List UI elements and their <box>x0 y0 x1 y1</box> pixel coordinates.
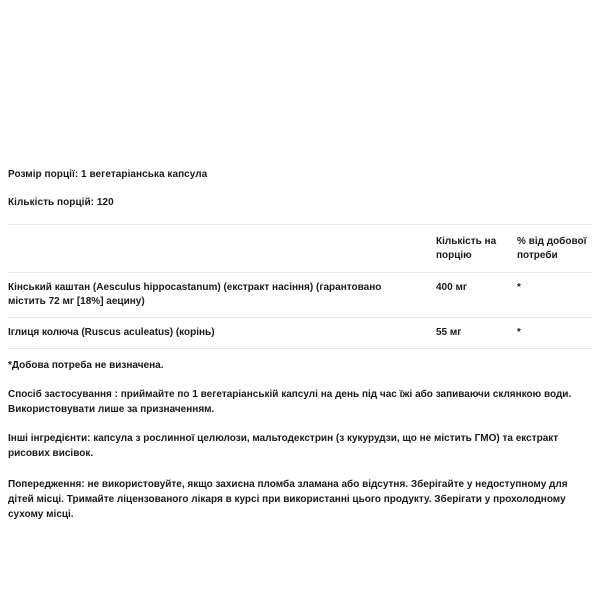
ingredient-daily-value: * <box>503 273 592 318</box>
ingredient-name: Кінський каштан (Aesculus hippocastanum) (екстракт насіння) (гарантовано містить 72 мг [18%] аецину) <box>8 273 422 318</box>
warning-paragraph: Попередження: не використовуйте, якщо захисна пломба зламана або відсутня. Зберігайте у недоступному для дітей місці. Тримайте ліцензованого лікаря в курсі при використанні цього продукту. Зберігати у прохолодному сухому місці. <box>8 479 568 520</box>
table-header <box>8 225 592 273</box>
ingredient-amount: 55 мг <box>422 318 503 349</box>
other-ingredients-paragraph: Інші інгредієнти: капсула з рослинної целюлози, мальтодекстрин (з кукурудзи, що не містить ГМО) та екстракт рисових висівок. <box>8 433 559 459</box>
ingredient-amount: 400 мг <box>422 273 503 318</box>
table-row <box>8 318 592 349</box>
supplement-facts-table <box>8 224 592 349</box>
table-body <box>8 273 592 349</box>
directions-paragraph: Спосіб застосування : приймайте по 1 вегетаріанській капсулі на день під час їжі або запиваючи склянкою води. Використовувати лише за призначенням. <box>8 389 572 415</box>
table-row <box>8 273 592 318</box>
ingredient-name: Іглиця колюча (Ruscus aculeatus) (корінь) <box>8 318 422 349</box>
daily-value-footnote: *Добова потреба не визначена. <box>8 360 164 371</box>
serving-info-block <box>8 0 592 210</box>
servings-per-container-line: Кількість порцій: 120 <box>8 197 114 208</box>
column-header-percent-daily-value: % від добової потреби <box>503 225 592 273</box>
ingredient-daily-value: * <box>503 318 592 349</box>
table-header-row <box>8 225 592 273</box>
column-header-amount-per-serving: Кількість на порцію <box>422 225 503 273</box>
column-header-ingredient <box>8 225 422 273</box>
serving-size-line: Розмір порції: 1 вегетаріанська капсула <box>8 169 208 180</box>
